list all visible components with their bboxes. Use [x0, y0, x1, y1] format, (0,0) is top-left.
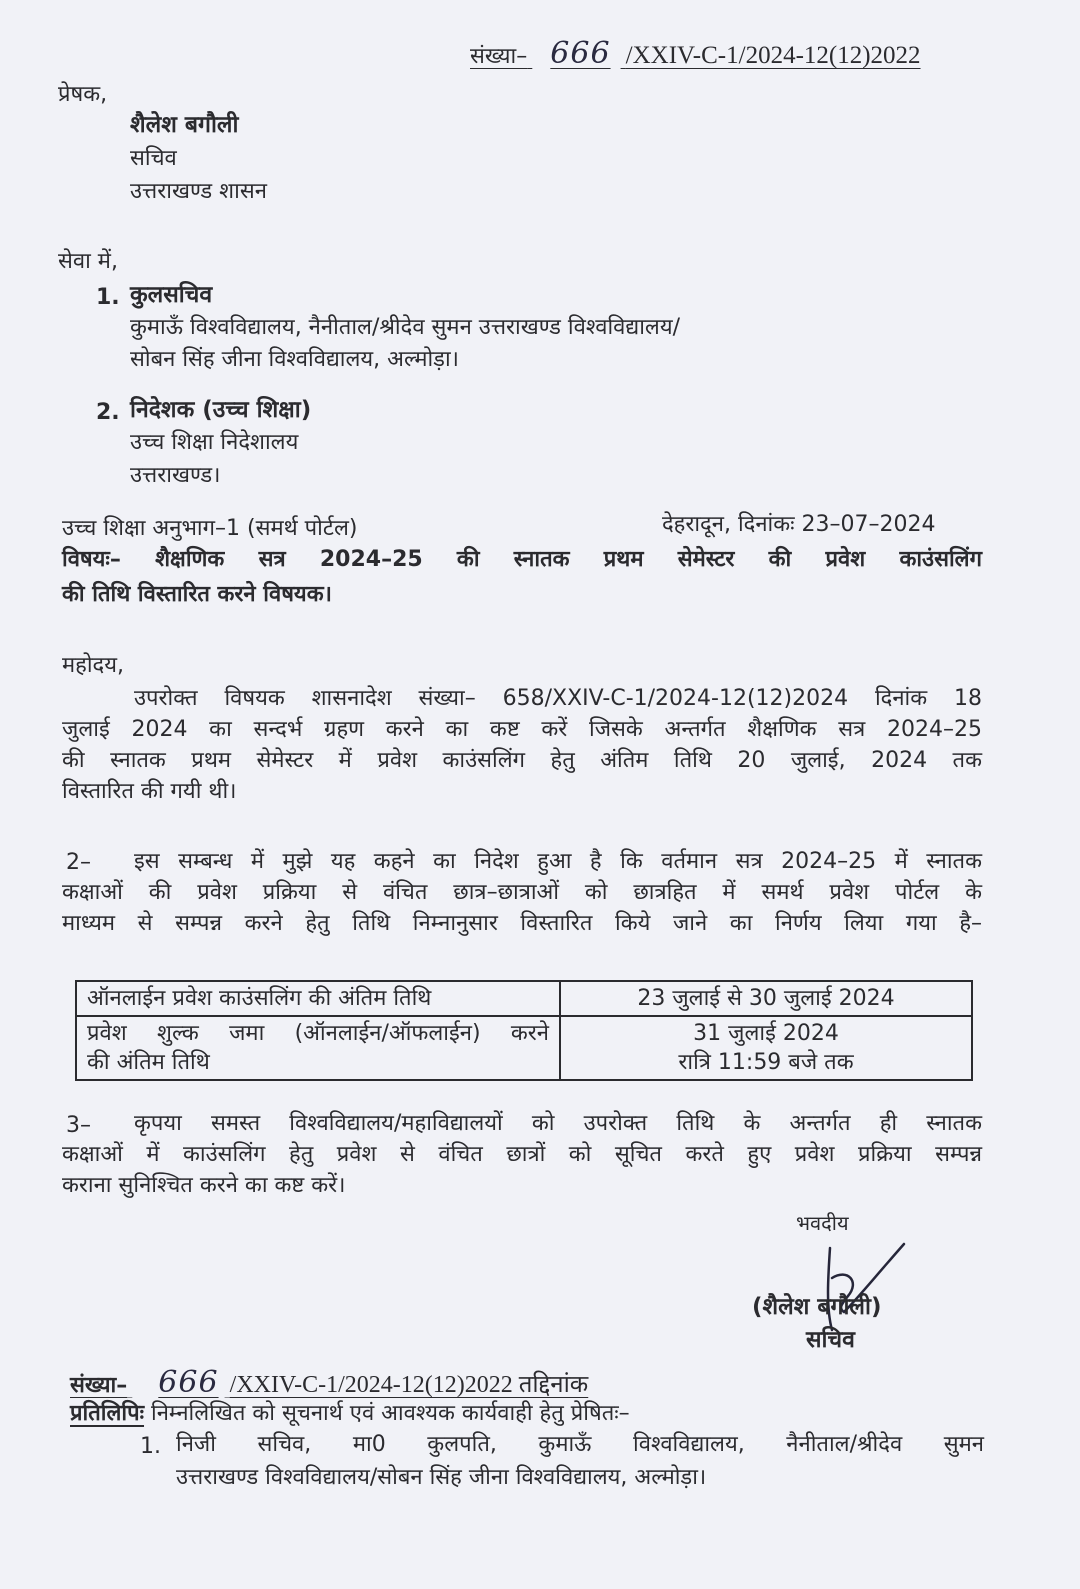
paragraph-1-line: उपरोक्त विषयक शासनादेश संख्या– 658/XXIV-C-1/2024-12(12)2024 दिनांक 18: [134, 686, 982, 711]
sender-name: शैलेश बगौली: [130, 112, 239, 138]
paragraph-3-number: 3–: [66, 1113, 91, 1138]
paragraph-3-line: कराना सुनिश्चित करने का कष्ट करें।: [62, 1173, 346, 1198]
dates-table: [75, 980, 973, 1081]
table-row: [76, 1016, 972, 1080]
table-cell-text: रात्रि 11:59 बजे तक: [678, 1050, 854, 1075]
table-cell-text: की अंतिम तिथि: [87, 1050, 210, 1075]
sender-label: प्रेषक,: [58, 82, 108, 107]
table-cell-label: [76, 981, 560, 1016]
copy-item-number: 1.: [140, 1434, 161, 1459]
signature-mark: [808, 1238, 918, 1338]
paragraph-2: [62, 846, 982, 939]
recipient-2-line: उत्तराखण्ड।: [130, 463, 221, 488]
recipient-1-line: सोबन सिंह जीना विश्वविद्यालय, अल्मोड़ा।: [130, 347, 459, 372]
copy-to-line: [70, 1399, 630, 1429]
recipient-2-line: उच्च शिक्षा निदेशालय: [130, 430, 299, 455]
paragraph-2-line: कक्षाओं की प्रवेश प्रक्रिया से वंचित छात्र–छात्राओं को छात्रहित में समर्थ प्रवेश पोर्टल के: [62, 880, 982, 905]
header-ref-label: संख्या–: [470, 44, 528, 69]
paragraph-2-line: इस सम्बन्ध में मुझे यह कहने का निदेश हुआ है कि वर्तमान सत्र 2024–25 में स्नातक: [134, 849, 982, 874]
copy-item-line: उत्तराखण्ड विश्वविद्यालय/सोबन सिंह जीना विश्वविद्यालय, अल्मोड़ा।: [176, 1465, 707, 1490]
paragraph-2-line: माध्यम से सम्पन्न करने हेतु तिथि निम्नानुसार विस्तारित किये जाने का निर्णय लिया गया है–: [62, 911, 982, 936]
paragraph-1-line: विस्तारित की गयी थी।: [62, 779, 237, 804]
paragraph-3-line: कृपया समस्त विश्वविद्यालय/महाविद्यालयों को उपरोक्त तिथि के अन्तर्गत ही स्नातक: [134, 1111, 982, 1136]
footer-ref-number-handwritten: 666: [158, 1365, 219, 1400]
copy-to-text: निम्नलिखित को सूचनार्थ एवं आवश्यक कार्यवाही हेतु प्रेषितः–: [151, 1401, 630, 1426]
section-name: उच्च शिक्षा अनुभाग–1 (समर्थ पोर्टल): [62, 516, 358, 541]
header-ref-code: /XXIV-C-1/2024-12(12)2022: [625, 42, 921, 69]
table-cell-text: 23 जुलाई से 30 जुलाई 2024: [637, 986, 895, 1011]
paragraph-3: [62, 1108, 982, 1201]
recipient-1-title: कुलसचिव: [130, 282, 213, 308]
subject-line-2: की तिथि विस्तारित करने विषयक।: [62, 582, 332, 607]
recipients-label: सेवा में,: [58, 249, 118, 274]
copy-to-label: प्रतिलिपिः: [70, 1401, 145, 1426]
footer-ref-label: संख्या–: [70, 1373, 128, 1398]
table-cell-label: [76, 1016, 560, 1080]
header-ref-number-handwritten: 666: [550, 36, 611, 71]
table-cell-text: ऑनलाईन प्रवेश काउंसलिंग की अंतिम तिथि: [87, 986, 432, 1011]
closing-yours: भवदीय: [796, 1211, 849, 1235]
recipient-2-number: 2.: [96, 400, 120, 425]
table-cell-value: [560, 1016, 972, 1080]
table-row: [76, 981, 972, 1016]
closing-designation: सचिव: [806, 1327, 855, 1353]
table-cell-text: 31 जुलाई 2024: [693, 1021, 839, 1046]
footer-reference: [70, 1365, 588, 1400]
paragraph-1-line: की स्नातक प्रथम सेमेस्टर में प्रवेश काउंसलिंग हेतु अंतिम तिथि 20 जुलाई, 2024 तक: [62, 748, 982, 773]
paragraph-2-number: 2–: [66, 850, 91, 875]
paragraph-3-line: कक्षाओं में काउंसलिंग हेतु प्रवेश से वंचित छात्रों को सूचित करते हुए प्रवेश प्रक्रिया सम्पन्न: [62, 1142, 982, 1167]
recipient-1-line: कुमाऊँ विश्वविद्यालय, नैनीताल/श्रीदेव सुमन उत्तराखण्ड विश्वविद्यालय/: [130, 315, 681, 340]
place-date: देहरादून, दिनांकः 23–07–2024: [662, 512, 936, 537]
table-cell-text: प्रवेश शुल्क जमा (ऑनलाईन/ऑफलाईन) करने: [87, 1021, 549, 1046]
paragraph-1: [62, 683, 982, 807]
paragraph-1-line: जुलाई 2024 का सन्दर्भ ग्रहण करने का कष्ट करें जिसके अन्तर्गत शैक्षणिक सत्र 2024–25: [62, 717, 982, 742]
header-reference: [470, 36, 921, 71]
recipient-2-title: निदेशक (उच्च शिक्षा): [130, 397, 312, 423]
table-cell-value: [560, 981, 972, 1016]
salutation: महोदय,: [62, 653, 124, 678]
subject-line-1: विषयः– शैक्षणिक सत्र 2024–25 की स्नातक प्रथम सेमेस्टर की प्रवेश काउंसलिंग: [62, 547, 982, 572]
sender-designation: सचिव: [130, 146, 177, 171]
copy-item-line: निजी सचिव, मा0 कुलपति, कुमाऊँ विश्वविद्यालय, नैनीताल/श्रीदेव सुमन: [176, 1432, 984, 1457]
closing-name: (शैलेश बगौली): [752, 1294, 882, 1320]
footer-ref-code: /XXIV-C-1/2024-12(12)2022 तद्दिनांक: [229, 1372, 589, 1398]
recipient-1-number: 1.: [96, 285, 120, 310]
sender-office: उत्तराखण्ड शासन: [130, 179, 267, 204]
